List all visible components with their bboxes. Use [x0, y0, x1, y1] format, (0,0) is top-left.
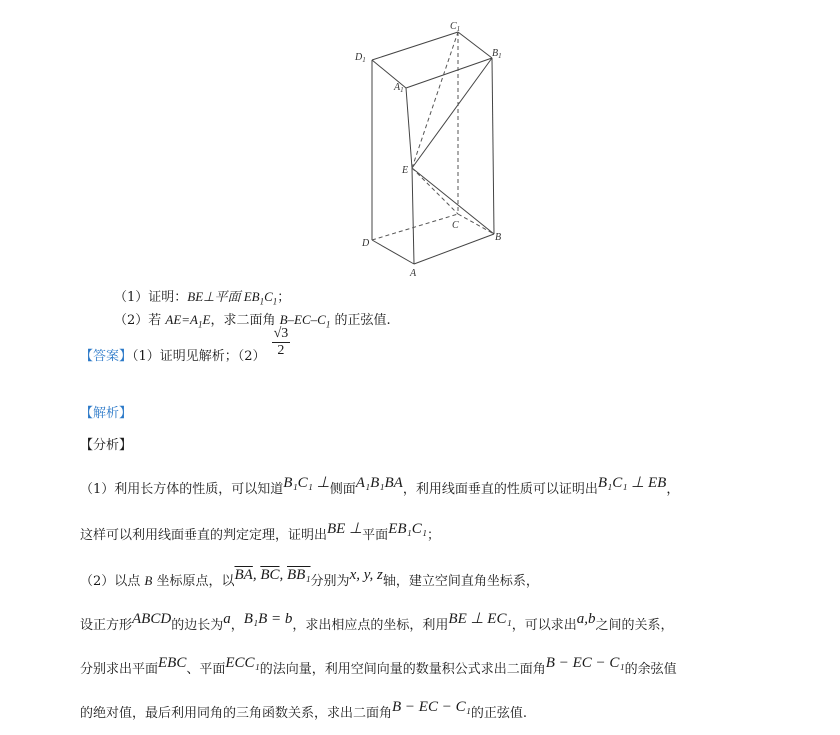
- edge-cb-dashed: [458, 214, 494, 234]
- edge-dc-dashed: [372, 214, 458, 240]
- analysis-tag: 【解析】: [80, 406, 133, 421]
- edge-ec1-dashed: [412, 32, 458, 168]
- geometry-figure: [350, 18, 510, 280]
- question-1: （1）证明：BE⊥平面 $EB_1C_1$；: [114, 289, 291, 307]
- label-a1: $A_1$: [394, 82, 404, 94]
- edge-d1a1: [372, 60, 406, 88]
- answer-tag: 【答案】: [80, 349, 133, 364]
- label-d: D: [362, 238, 370, 249]
- label-b1: $B_1$: [492, 48, 502, 60]
- label-a: A: [410, 268, 417, 279]
- edge-ea: [412, 168, 414, 264]
- para-line-6: 的绝对值，最后利用同角的三角函数关系，求出二面角B − EC − C₁的正弦值.: [80, 699, 527, 721]
- cuboid-diagram: [350, 18, 510, 280]
- para-line-3: （2）以点 B 坐标原点，以$\overline{BA}$, $\overline{BC}$, BB₁分别为x, y, z轴，建立空间直角坐标系，: [80, 567, 539, 589]
- para-line-1: （1）利用长方体的性质，可以知道B₁C₁ ⊥侧面A₁B₁BA，利用线面垂直的性质可以证明出B₁C₁ ⊥ EB，: [80, 475, 680, 497]
- para-line-5: 分别求出平面EBC、平面ECC₁的法向量，利用空间向量的数量积公式求出二面角B − EC − C₁的余弦值: [80, 655, 677, 677]
- label-c: C: [452, 220, 459, 231]
- vector-bc: $\overline{BC}$: [260, 567, 280, 583]
- edge-c1b1: [458, 32, 492, 58]
- label-b: B: [495, 232, 502, 243]
- answer-fraction: $\frac{√3}{2}$: [273, 326, 289, 358]
- answer-line: 【答案】（1）证明见解析；（2） $\frac{√3}{2}$: [80, 326, 289, 364]
- vector-ba: $\overline{BA}$: [234, 567, 253, 583]
- edge-ec-dashed: [412, 168, 458, 214]
- edge-b1b: [492, 58, 494, 234]
- edge-a1e: [406, 88, 412, 168]
- edge-eb1: [412, 58, 492, 168]
- edge-d1c1: [372, 32, 458, 60]
- vector-bb1: BB₁: [287, 567, 311, 583]
- edge-da: [372, 240, 414, 264]
- label-c1: $C_1$: [450, 21, 461, 33]
- label-d1: $D_1$: [355, 52, 366, 64]
- para-line-2: 这样可以利用线面垂直的判定定理，证明出BE ⊥平面EB₁C₁；: [80, 521, 440, 543]
- question-2: （2）若 $AE=A_1E$，求二面角 $B-EC-C_1$ 的正弦值.: [114, 312, 391, 330]
- fenxi-tag: 【分析】: [80, 438, 133, 453]
- label-e: E: [402, 165, 409, 176]
- edge-ab: [414, 234, 494, 264]
- edge-a1b1: [406, 58, 492, 88]
- para-line-4: 设正方形ABCD的边长为a，B₁B = b，求出相应点的坐标，利用BE ⊥ EC₁，可以求出a,b之间的关系，: [80, 611, 674, 633]
